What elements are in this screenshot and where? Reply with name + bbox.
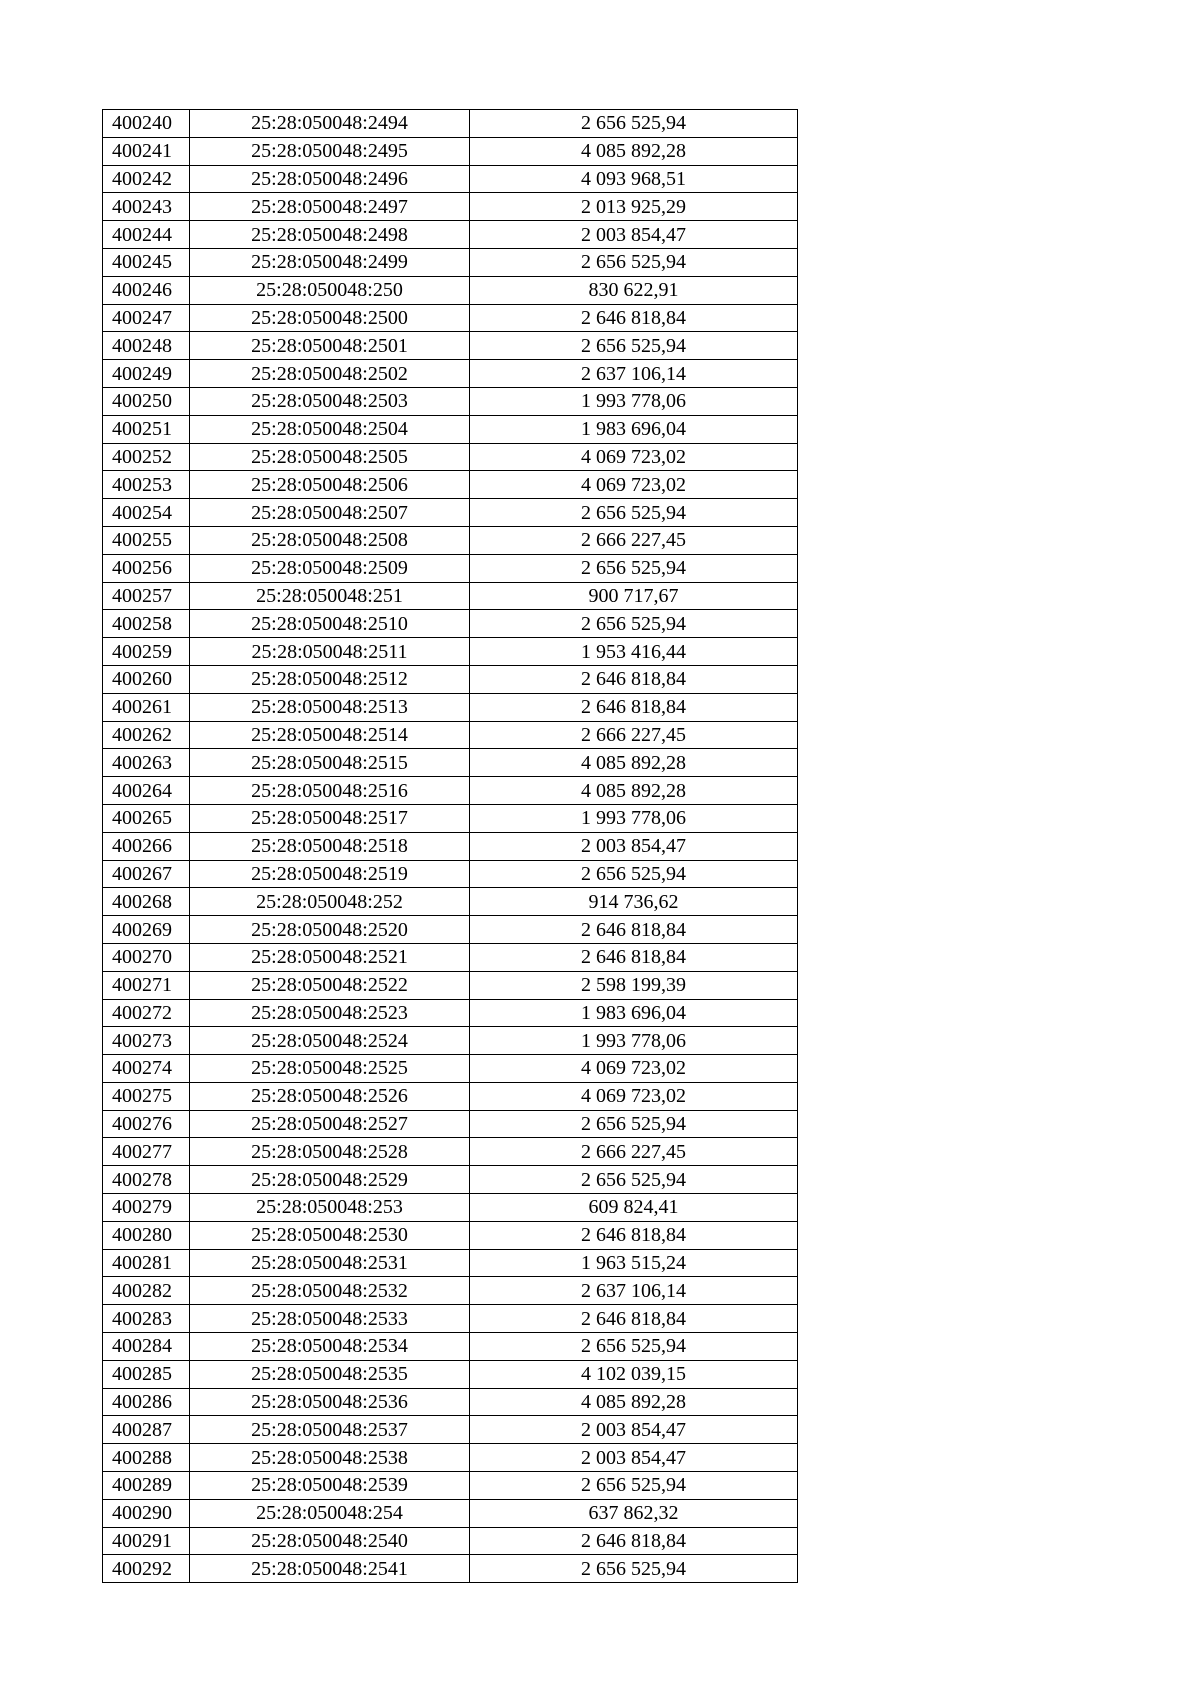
table-row (103, 443, 798, 471)
cadastral-value-cell: 4 093 968,51 (470, 165, 798, 193)
cadastral-value-cell: 2 646 818,84 (470, 1527, 798, 1555)
table-row (103, 1277, 798, 1305)
table-row (103, 1055, 798, 1083)
cadastral-number-cell: 25:28:050048:2536 (190, 1388, 470, 1416)
cadastral-number-cell: 25:28:050048:2526 (190, 1082, 470, 1110)
cadastral-value-cell: 4 069 723,02 (470, 443, 798, 471)
cadastral-value-cell: 2 656 525,94 (470, 860, 798, 888)
cadastral-value-cell: 2 003 854,47 (470, 1444, 798, 1472)
row-id-cell: 400251 (103, 415, 190, 443)
row-id-cell: 400250 (103, 387, 190, 415)
table-row (103, 221, 798, 249)
cadastral-number-cell: 25:28:050048:2518 (190, 832, 470, 860)
row-id-cell: 400283 (103, 1305, 190, 1333)
table-row (103, 1138, 798, 1166)
cadastral-value-cell: 2 656 525,94 (470, 110, 798, 138)
cadastral-value-cell: 4 102 039,15 (470, 1360, 798, 1388)
row-id-cell: 400269 (103, 916, 190, 944)
table-row (103, 1110, 798, 1138)
cadastral-value-cell: 2 656 525,94 (470, 499, 798, 527)
cadastral-number-cell: 25:28:050048:2505 (190, 443, 470, 471)
cadastral-number-cell: 25:28:050048:2500 (190, 304, 470, 332)
cadastral-value-cell: 637 862,32 (470, 1499, 798, 1527)
table-row (103, 1555, 798, 1583)
row-id-cell: 400240 (103, 110, 190, 138)
table-row (103, 1305, 798, 1333)
table-row (103, 1416, 798, 1444)
cadastral-value-cell: 2 637 106,14 (470, 1277, 798, 1305)
row-id-cell: 400254 (103, 499, 190, 527)
cadastral-number-cell: 25:28:050048:251 (190, 582, 470, 610)
cadastral-value-cell: 2 666 227,45 (470, 526, 798, 554)
table-row (103, 1166, 798, 1194)
cadastral-number-cell: 25:28:050048:2510 (190, 610, 470, 638)
row-id-cell: 400289 (103, 1472, 190, 1500)
cadastral-number-cell: 25:28:050048:2509 (190, 554, 470, 582)
cadastral-number-cell: 25:28:050048:2528 (190, 1138, 470, 1166)
cadastral-number-cell: 25:28:050048:2540 (190, 1527, 470, 1555)
table-row (103, 1249, 798, 1277)
row-id-cell: 400285 (103, 1360, 190, 1388)
table-row (103, 1194, 798, 1222)
table-row (103, 304, 798, 332)
cadastral-value-cell: 2 003 854,47 (470, 1416, 798, 1444)
table-row (103, 971, 798, 999)
cadastral-number-cell: 25:28:050048:2527 (190, 1110, 470, 1138)
table-row (103, 804, 798, 832)
cadastral-number-cell: 25:28:050048:2513 (190, 693, 470, 721)
cadastral-number-cell: 25:28:050048:2529 (190, 1166, 470, 1194)
row-id-cell: 400292 (103, 1555, 190, 1583)
row-id-cell: 400291 (103, 1527, 190, 1555)
cadastral-number-cell: 25:28:050048:2535 (190, 1360, 470, 1388)
cadastral-value-cell: 609 824,41 (470, 1194, 798, 1222)
cadastral-value-cell: 2 666 227,45 (470, 1138, 798, 1166)
cadastral-number-cell: 25:28:050048:2514 (190, 721, 470, 749)
table-row (103, 332, 798, 360)
cadastral-value-cell: 2 666 227,45 (470, 721, 798, 749)
row-id-cell: 400272 (103, 999, 190, 1027)
row-id-cell: 400279 (103, 1194, 190, 1222)
cadastral-number-cell: 25:28:050048:2522 (190, 971, 470, 999)
table-row (103, 582, 798, 610)
cadastral-number-cell: 25:28:050048:2520 (190, 916, 470, 944)
row-id-cell: 400256 (103, 554, 190, 582)
cadastral-number-cell: 25:28:050048:2523 (190, 999, 470, 1027)
row-id-cell: 400262 (103, 721, 190, 749)
table-row (103, 137, 798, 165)
cadastral-value-cell: 4 069 723,02 (470, 1055, 798, 1083)
cadastral-value-cell: 2 656 525,94 (470, 1333, 798, 1361)
cadastral-value-cell: 914 736,62 (470, 888, 798, 916)
row-id-cell: 400248 (103, 332, 190, 360)
row-id-cell: 400265 (103, 804, 190, 832)
row-id-cell: 400243 (103, 193, 190, 221)
row-id-cell: 400274 (103, 1055, 190, 1083)
table-row (103, 1221, 798, 1249)
table-row (103, 749, 798, 777)
cadastral-value-cell: 2 646 818,84 (470, 1221, 798, 1249)
table-row (103, 1472, 798, 1500)
row-id-cell: 400273 (103, 1027, 190, 1055)
cadastral-number-cell: 25:28:050048:2515 (190, 749, 470, 777)
cadastral-number-cell: 25:28:050048:2519 (190, 860, 470, 888)
table-row (103, 1333, 798, 1361)
row-id-cell: 400245 (103, 248, 190, 276)
table-row (103, 415, 798, 443)
table-row (103, 638, 798, 666)
cadastral-value-cell: 2 656 525,94 (470, 1166, 798, 1194)
cadastral-value-cell: 2 656 525,94 (470, 1555, 798, 1583)
cadastral-value-cell: 4 085 892,28 (470, 777, 798, 805)
table-row (103, 554, 798, 582)
cadastral-value-cell: 2 656 525,94 (470, 610, 798, 638)
cadastral-number-cell: 25:28:050048:2504 (190, 415, 470, 443)
cadastral-value-cell: 4 069 723,02 (470, 471, 798, 499)
cadastral-value-cell: 1 993 778,06 (470, 387, 798, 415)
cadastral-value-cell: 1 983 696,04 (470, 999, 798, 1027)
cadastral-value-cell: 2 656 525,94 (470, 248, 798, 276)
cadastral-number-cell: 25:28:050048:2503 (190, 387, 470, 415)
cadastral-number-cell: 25:28:050048:2511 (190, 638, 470, 666)
table-row (103, 693, 798, 721)
cadastral-number-cell: 25:28:050048:253 (190, 1194, 470, 1222)
cadastral-number-cell: 25:28:050048:2537 (190, 1416, 470, 1444)
cadastral-number-cell: 25:28:050048:2538 (190, 1444, 470, 1472)
row-id-cell: 400275 (103, 1082, 190, 1110)
row-id-cell: 400258 (103, 610, 190, 638)
table-row (103, 193, 798, 221)
cadastral-number-cell: 25:28:050048:2517 (190, 804, 470, 832)
table-row (103, 526, 798, 554)
table-row (103, 610, 798, 638)
cadastral-number-cell: 25:28:050048:254 (190, 1499, 470, 1527)
cadastral-number-cell: 25:28:050048:2516 (190, 777, 470, 805)
table-row (103, 832, 798, 860)
cadastral-value-cell: 2 646 818,84 (470, 916, 798, 944)
table-row (103, 387, 798, 415)
cadastral-value-cell: 900 717,67 (470, 582, 798, 610)
row-id-cell: 400268 (103, 888, 190, 916)
cadastral-number-cell: 25:28:050048:252 (190, 888, 470, 916)
table-row (103, 499, 798, 527)
row-id-cell: 400290 (103, 1499, 190, 1527)
cadastral-value-cell: 2 646 818,84 (470, 1305, 798, 1333)
cadastral-value-cell: 2 656 525,94 (470, 1472, 798, 1500)
cadastral-value-cell: 830 622,91 (470, 276, 798, 304)
row-id-cell: 400244 (103, 221, 190, 249)
row-id-cell: 400278 (103, 1166, 190, 1194)
cadastral-value-cell: 2 656 525,94 (470, 332, 798, 360)
cadastral-number-cell: 25:28:050048:2495 (190, 137, 470, 165)
cadastral-value-cell: 4 069 723,02 (470, 1082, 798, 1110)
cadastral-number-cell: 25:28:050048:2498 (190, 221, 470, 249)
table-row (103, 1527, 798, 1555)
table-body (103, 110, 798, 1583)
cadastral-number-cell: 25:28:050048:2502 (190, 360, 470, 388)
cadastral-number-cell: 25:28:050048:2508 (190, 526, 470, 554)
cadastral-value-cell: 4 085 892,28 (470, 1388, 798, 1416)
table-row (103, 777, 798, 805)
cadastral-number-cell: 25:28:050048:2541 (190, 1555, 470, 1583)
table-row (103, 916, 798, 944)
table-row (103, 860, 798, 888)
cadastral-number-cell: 25:28:050048:2532 (190, 1277, 470, 1305)
row-id-cell: 400282 (103, 1277, 190, 1305)
table-row (103, 110, 798, 138)
row-id-cell: 400249 (103, 360, 190, 388)
row-id-cell: 400241 (103, 137, 190, 165)
cadastral-number-cell: 25:28:050048:2531 (190, 1249, 470, 1277)
row-id-cell: 400284 (103, 1333, 190, 1361)
cadastral-number-cell: 25:28:050048:2524 (190, 1027, 470, 1055)
cadastral-number-cell: 25:28:050048:2534 (190, 1333, 470, 1361)
table-row (103, 665, 798, 693)
row-id-cell: 400260 (103, 665, 190, 693)
cadastral-value-table (102, 109, 798, 1583)
row-id-cell: 400252 (103, 443, 190, 471)
cadastral-value-cell: 2 646 818,84 (470, 304, 798, 332)
table-row (103, 1027, 798, 1055)
cadastral-number-cell: 25:28:050048:2521 (190, 943, 470, 971)
table-row (103, 360, 798, 388)
table-row (103, 276, 798, 304)
cadastral-value-cell: 2 656 525,94 (470, 554, 798, 582)
cadastral-value-cell: 2 003 854,47 (470, 221, 798, 249)
row-id-cell: 400255 (103, 526, 190, 554)
row-id-cell: 400280 (103, 1221, 190, 1249)
row-id-cell: 400270 (103, 943, 190, 971)
table-row (103, 1388, 798, 1416)
row-id-cell: 400266 (103, 832, 190, 860)
cadastral-value-cell: 1 963 515,24 (470, 1249, 798, 1277)
row-id-cell: 400276 (103, 1110, 190, 1138)
cadastral-number-cell: 25:28:050048:2494 (190, 110, 470, 138)
table-row (103, 999, 798, 1027)
cadastral-value-cell: 2 646 818,84 (470, 943, 798, 971)
cadastral-number-cell: 25:28:050048:2499 (190, 248, 470, 276)
table-row (103, 471, 798, 499)
row-id-cell: 400281 (103, 1249, 190, 1277)
cadastral-number-cell: 25:28:050048:250 (190, 276, 470, 304)
cadastral-value-cell: 1 993 778,06 (470, 804, 798, 832)
table-row (103, 721, 798, 749)
cadastral-value-cell: 2 013 925,29 (470, 193, 798, 221)
row-id-cell: 400277 (103, 1138, 190, 1166)
row-id-cell: 400288 (103, 1444, 190, 1472)
cadastral-value-cell: 2 637 106,14 (470, 360, 798, 388)
cadastral-value-cell: 4 085 892,28 (470, 749, 798, 777)
table-row (103, 1499, 798, 1527)
cadastral-number-cell: 25:28:050048:2501 (190, 332, 470, 360)
cadastral-number-cell: 25:28:050048:2497 (190, 193, 470, 221)
row-id-cell: 400242 (103, 165, 190, 193)
cadastral-value-cell: 2 598 199,39 (470, 971, 798, 999)
cadastral-value-cell: 2 646 818,84 (470, 693, 798, 721)
row-id-cell: 400246 (103, 276, 190, 304)
cadastral-value-cell: 2 003 854,47 (470, 832, 798, 860)
row-id-cell: 400257 (103, 582, 190, 610)
row-id-cell: 400247 (103, 304, 190, 332)
cadastral-value-cell: 1 953 416,44 (470, 638, 798, 666)
cadastral-number-cell: 25:28:050048:2506 (190, 471, 470, 499)
row-id-cell: 400263 (103, 749, 190, 777)
row-id-cell: 400259 (103, 638, 190, 666)
table-row (103, 1444, 798, 1472)
cadastral-value-cell: 4 085 892,28 (470, 137, 798, 165)
table-row (103, 1360, 798, 1388)
row-id-cell: 400287 (103, 1416, 190, 1444)
table-row (103, 888, 798, 916)
row-id-cell: 400267 (103, 860, 190, 888)
table-row (103, 1082, 798, 1110)
cadastral-number-cell: 25:28:050048:2512 (190, 665, 470, 693)
cadastral-value-cell: 1 983 696,04 (470, 415, 798, 443)
cadastral-value-cell: 2 646 818,84 (470, 665, 798, 693)
row-id-cell: 400261 (103, 693, 190, 721)
row-id-cell: 400253 (103, 471, 190, 499)
cadastral-number-cell: 25:28:050048:2533 (190, 1305, 470, 1333)
cadastral-number-cell: 25:28:050048:2507 (190, 499, 470, 527)
cadastral-number-cell: 25:28:050048:2496 (190, 165, 470, 193)
row-id-cell: 400264 (103, 777, 190, 805)
table-row (103, 248, 798, 276)
cadastral-value-cell: 2 656 525,94 (470, 1110, 798, 1138)
cadastral-number-cell: 25:28:050048:2525 (190, 1055, 470, 1083)
row-id-cell: 400271 (103, 971, 190, 999)
cadastral-number-cell: 25:28:050048:2539 (190, 1472, 470, 1500)
row-id-cell: 400286 (103, 1388, 190, 1416)
cadastral-value-cell: 1 993 778,06 (470, 1027, 798, 1055)
table-row (103, 165, 798, 193)
table-row (103, 943, 798, 971)
cadastral-number-cell: 25:28:050048:2530 (190, 1221, 470, 1249)
